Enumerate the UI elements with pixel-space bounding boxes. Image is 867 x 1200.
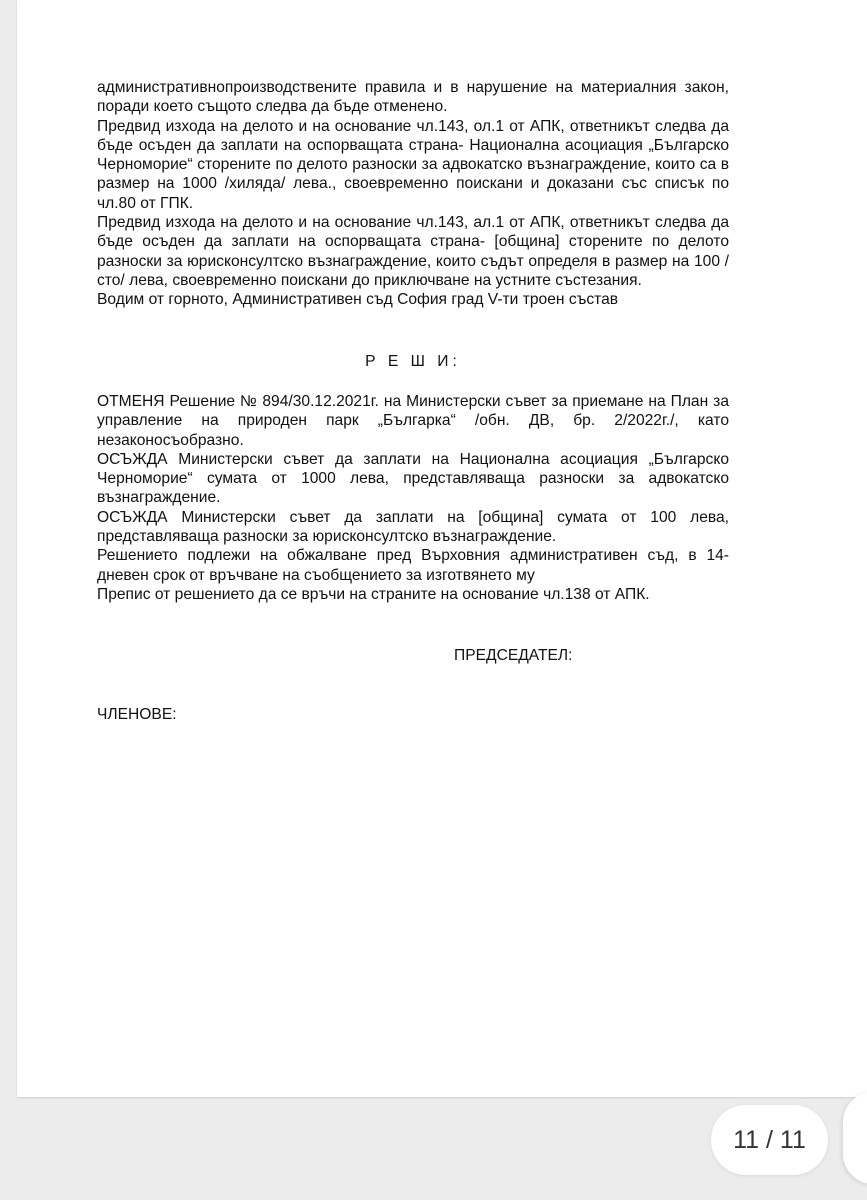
paragraph-4: Водим от горното, Административен съд София град V-ти троен състав [97,291,619,309]
decision-paragraph-2: ОСЪЖДА Министерски съвет да заплати на Национална асоциация „Българско Черноморие“ сумата от 1000 лева, представляваща разноски за адвокатско възнаграждение. [97,450,729,507]
decision-section [97,392,729,604]
decision-paragraph-5: Препис от решението да се връчи на страните на основание чл.138 от АПК. [97,585,650,603]
members-signature-label: ЧЛЕНОВЕ: [97,706,177,723]
decision-heading: Р Е Ш И: [365,353,461,370]
paragraph-1: административнопроизводствените правила и в нарушение на материалния закон, поради което същото следва да бъде отменено. [97,79,729,116]
floating-action-button[interactable] [843,1092,867,1184]
paragraph-2: Предвид изхода на делото и на основание чл.143, ол.1 от АПК, ответникът следва да бъде осъден да заплати на оспорващата страна- Национална асоциация „Българско Черноморие“ сторените по делото разноски за адвокатско възнаграждение, които са в размер на 1000 /хиляда/ лева., своевременно поискани и доказани със списък по чл.80 от ГПК. [97,117,729,212]
document-body [97,78,729,603]
chairman-signature-label: ПРЕДСЕДАТЕЛ: [454,647,573,664]
decision-paragraph-3: ОСЪЖДА Министерски съвет да заплати на [община] сумата от 100 лева, представляваща разноски за юрисконсултско възнаграждение. [97,508,729,546]
decision-paragraph-4: Решението подлежи на обжалване пред Върховния административен съд, в 14-дневен срок от връчване на съобщението за изготвянето му [97,547,729,584]
page-indicator-label: 11 / 11 [733,1125,806,1154]
document-page [17,0,867,1097]
bottom-bar [0,1190,867,1200]
paragraph-3: Предвид изхода на делото и на основание чл.143, ал.1 от АПК, ответникът следва да бъде осъден да заплати на оспорващата страна- [община] сторените по делото разноски за юрисконсултско възнаграждение, които съдът определя в размер на 100 /сто/ лева, своевременно поискани до приключване на устните състезания. [97,214,729,289]
page-indicator[interactable] [711,1105,828,1175]
decision-paragraph-1: ОТМЕНЯ Решение № 894/30.12.2021г. на Министерски съвет за приемане на План за управление на природен парк „Българка“ /обн. ДВ, бр. 2/2022г./, като незаконосъобразно. [97,393,729,449]
